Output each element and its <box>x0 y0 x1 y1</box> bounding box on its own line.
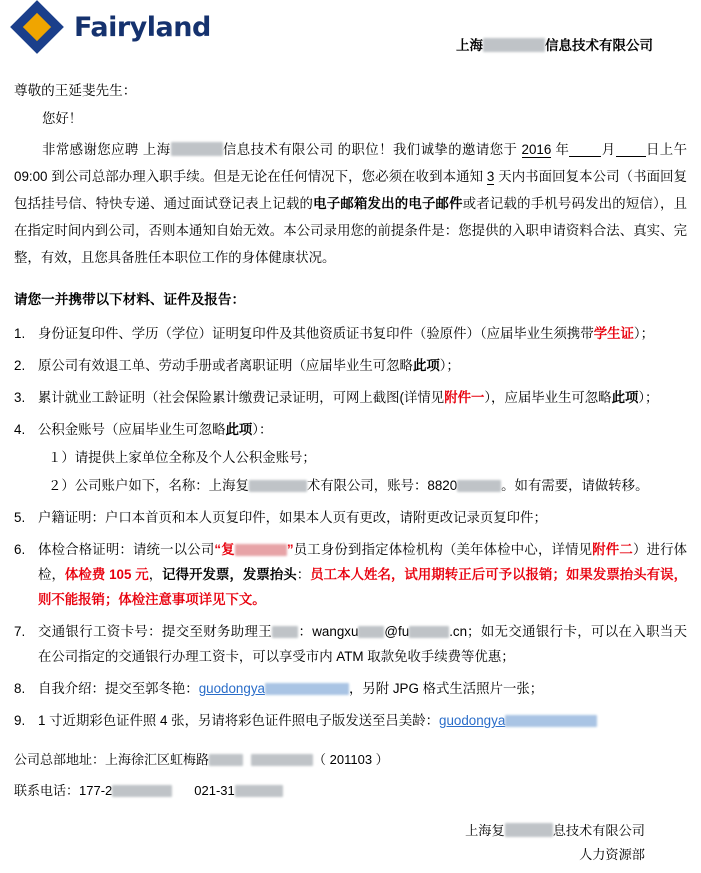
company-name-heading: 上海 信息技术有限公司 <box>456 38 653 53</box>
month-blank <box>569 141 601 157</box>
list-item: 9. 1 寸近期彩色证件照 4 张，另请将彩色证件照电子版发送至吕美龄：guodongya <box>14 708 687 733</box>
sub-item: １）请提供上家单位全称及个人公积金账号； <box>48 450 316 465</box>
redaction-block <box>235 544 287 556</box>
student-id-highlight: 学生证 <box>593 326 634 341</box>
redaction-block <box>483 38 545 52</box>
signature-department: 人力资源部 <box>579 847 645 862</box>
redaction-block <box>112 785 172 797</box>
list-item: 3. 累计就业工龄证明（社会保险累计缴费记录证明，可网上截图(详情见附件一），应届毕业生可忽略此项）； <box>14 390 659 405</box>
offer-time: 09:00 <box>14 169 48 184</box>
company-address: 公司总部地址：上海徐汇区虹梅路 （ 201103 ） <box>14 752 389 767</box>
attachment-two-ref: 附件二 <box>592 542 633 557</box>
letter-body <box>0 78 701 733</box>
fairyland-logo-icon <box>10 0 64 54</box>
list-item: 7. 交通银行工资卡号：提交至财务助理王 ：wangxu @fu .cn；如无交通银行卡，可以在入职当天在公司指定的交通银行办理工资卡，可以享受市内 ATM 取款免收手续费等优惠； <box>14 624 688 664</box>
sub-item: ２）公司账户如下，名称：上海复 术有限公司，账号：8820 。如有需要，请做转移。 <box>48 478 649 493</box>
attachment-one-ref: 附件一 <box>444 390 485 405</box>
list-item: 4. 公积金账号（应届毕业生可忽略此项）： １）请提供上家单位全称及个人公积金账号； ２）公司账户如下，名称：上海复 术有限公司，账号：8820 。如有需要，请做转移。 <box>14 417 687 498</box>
redaction-block <box>265 683 349 695</box>
company-logo <box>14 8 211 46</box>
letter-footer <box>0 747 701 867</box>
redaction-block <box>171 142 223 156</box>
redaction-block <box>209 754 243 766</box>
redaction-block <box>409 626 449 638</box>
redaction-block <box>358 626 384 638</box>
materials-list <box>14 321 687 733</box>
redaction-block <box>457 480 501 492</box>
materials-section-title: 请您一并携带以下材料、证件及报告： <box>14 292 246 307</box>
redaction-block <box>505 715 597 727</box>
fund-account-sublist <box>48 445 687 498</box>
list-item: 6. 体检合格证明：请统一以公司“复 ”员工身份到指定体检机构（美年体检中心，详情见附件二）进行体检，体检费 105 元，记得开发票，发票抬头：员工本人姓名，试用期转正后可予以报销；如果发票抬头有误，则不能报销；体检注意事项详见下文。 <box>14 542 688 607</box>
redaction-block <box>272 626 298 638</box>
day-blank <box>616 141 646 157</box>
logo-text: Fairyland <box>74 11 211 43</box>
offer-year: 2016 <box>521 142 552 157</box>
redaction-block <box>505 823 553 837</box>
redaction-block <box>235 785 283 797</box>
salutation: 尊敬的王延斐先生： <box>14 83 137 98</box>
list-item: 2. 原公司有效退工单、劳动手册或者离职证明（应届毕业生可忽略此项）； <box>14 358 460 373</box>
signature-company: 上海复 息技术有限公司 <box>465 823 645 838</box>
letter-header <box>0 0 701 72</box>
reply-days: 3 <box>486 169 495 184</box>
list-item: 8. 自我介绍：提交至郭冬艳：guodongya ，另附 JPG 格式生活照片一张； <box>14 681 544 696</box>
medical-fee: 体检费 105 元 <box>64 567 149 582</box>
list-item: 1. 身份证复印件、学历（学位）证明复印件及其他资质证书复印件（验原件）（应届毕业生须携带学生证）； <box>14 326 654 341</box>
list-item: 5. 户籍证明：户口本首页和本人页复印件，如果本人页有更改，请附更改记录页复印件； <box>14 510 547 525</box>
company-telephone: 联系电话：177-2 021-31 <box>14 778 687 803</box>
redaction-block <box>251 754 313 766</box>
email-link[interactable]: guodongya <box>198 681 265 696</box>
email-link[interactable]: guodongya <box>439 713 506 728</box>
signature-block <box>14 819 687 867</box>
intro-paragraph: 非常感谢您应聘 上海 信息技术有限公司 的职位！我们诚挚的邀请您于 2016 年 月 日上午 09:00 到公司总部办理入职手续。但是无论在任何情况下，您必须在收到本通知 3 天内书面回复本公司（书面回复包括挂号信、特快专递、通过面试登记表上记载的电子邮箱发出的电子邮件或者记载的手机号码发出的短信），且在指定时间内到公司，否则本通知自始无效。本公司录用您的前提条件是：您提供的入职申请资料合法、真实、完整，有效，且您具备胜任本职位工作的身体健康状况。 <box>14 142 687 265</box>
greeting: 您好！ <box>42 111 83 126</box>
redaction-block <box>249 480 307 492</box>
